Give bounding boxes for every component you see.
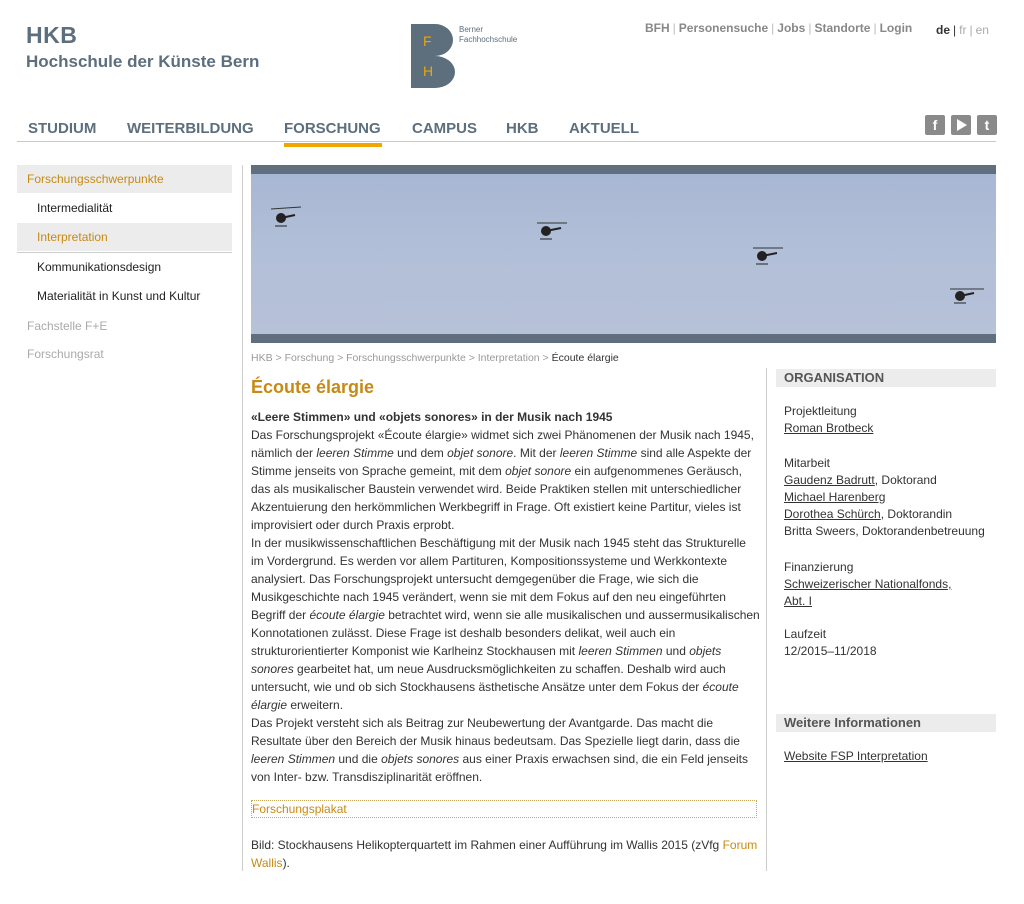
lang-fr[interactable]: fr xyxy=(959,23,967,37)
sidebar-item-forschungsrat[interactable]: Forschungsrat xyxy=(27,347,104,361)
breadcrumb-current: Écoute élargie xyxy=(551,352,619,364)
breadcrumb-forschung[interactable]: Forschung xyxy=(284,352,335,364)
team-member: Dorothea Schürch, Doktorandin xyxy=(784,507,953,521)
funding-link[interactable]: Schweizerischer Nationalfonds, xyxy=(784,577,952,591)
hero-top-band xyxy=(251,165,996,174)
funding-link-abt[interactable]: Abt. I xyxy=(784,594,813,608)
twitter-icon[interactable]: t xyxy=(977,115,997,135)
utility-link-bfh[interactable]: BFH xyxy=(645,21,670,35)
lang-de[interactable]: de xyxy=(936,23,951,37)
separator: | xyxy=(969,23,973,37)
logo-text xyxy=(459,25,517,45)
image-caption: Bild: Stockhausens Helikopterquartett im Rahmen einer Aufführung im Wallis 2015 (zVfg Forum Wallis). xyxy=(251,838,758,870)
nav-campus[interactable]: CAMPUS xyxy=(412,120,478,137)
nav-forschung[interactable]: FORSCHUNG xyxy=(284,120,381,137)
utility-link-login[interactable]: Login xyxy=(879,21,913,35)
brand-short[interactable]: HKB xyxy=(26,22,78,48)
breadcrumb-interpretation[interactable]: Interpretation xyxy=(477,352,540,364)
utility-link-jobs[interactable]: Jobs xyxy=(777,21,806,35)
sidebar-item-kommunikationsdesign[interactable]: Kommunikationsdesign xyxy=(37,260,162,274)
nav-weiterbildung[interactable]: WEITERBILDUNG xyxy=(127,120,254,137)
team-member-link[interactable]: Gaudenz Badrutt xyxy=(784,473,875,487)
forum-wallis-link[interactable]: Forum Wallis xyxy=(251,838,758,870)
sidebar-item-intermedialitaet[interactable]: Intermedialität xyxy=(37,201,113,215)
team-member: Gaudenz Badrutt, Doktorand xyxy=(784,473,937,487)
right-column-divider xyxy=(766,368,767,871)
helicopter-icon xyxy=(948,281,988,307)
more-info-heading: Weitere Informationen xyxy=(776,714,996,732)
breadcrumb-forschungsschwerpunkte[interactable]: Forschungsschwerpunkte xyxy=(346,352,466,364)
article-body xyxy=(251,408,761,786)
logo-text-line-1: Berner xyxy=(459,25,484,34)
team-member xyxy=(784,489,996,506)
funding-block xyxy=(784,559,996,610)
helicopter-icon xyxy=(749,244,789,270)
organisation-heading: ORGANISATION xyxy=(776,369,996,387)
more-info-block xyxy=(784,748,996,765)
sidebar-item-materialitaet[interactable]: Materialität in Kunst und Kultur xyxy=(37,289,201,303)
sidebar-item-fachstelle[interactable]: Fachstelle F+E xyxy=(27,319,108,333)
separator: | xyxy=(953,23,957,37)
website-fsp-link[interactable]: Website FSP Interpretation xyxy=(784,749,928,763)
team-member-link[interactable]: Michael Harenberg xyxy=(784,490,886,504)
helicopter-icon xyxy=(533,219,573,245)
sidebar-item-forschungsschwerpunkte[interactable]: Forschungsschwerpunkte xyxy=(17,165,232,193)
separator: | xyxy=(771,21,775,35)
duration-block xyxy=(784,626,996,660)
logo-letter-f: F xyxy=(423,33,432,49)
article-paragraph-1: Das Forschungsprojekt «Écoute élargie» widmet sich zwei Phänomenen der Musik nach 1945, nämlich der leeren Stimme und dem objet sonore. Mit der leeren Stimme sind alle Aspekte der Stimme jenseits von Sprache gemeint, mit dem objet sonore ein aufgenommenes Geräusch, das als musikalischer Baustein verwendet wird. Beide Praktiken stellen mit unterschiedlicher Akzentuierung den herkömmlichen Werkbegriff in Frage. Oft existiert keine Partitur, vieles ist improvisiert oder durch Praxis erprobt. xyxy=(251,428,754,532)
team-label: Mitarbeit xyxy=(784,456,831,470)
utility-link-standorte[interactable]: Standorte xyxy=(814,21,871,35)
hero-image xyxy=(251,165,996,343)
brand-name[interactable]: Hochschule der Künste Bern xyxy=(26,52,260,71)
funding-label: Finanzierung xyxy=(784,560,854,574)
breadcrumb-hkb[interactable]: HKB xyxy=(251,352,273,364)
article-lead: «Leere Stimmen» und «objets sonores» in der Musik nach 1945 xyxy=(251,410,613,424)
article-paragraph-2: In der musikwissenschaftlichen Beschäftigung mit der Musik nach 1945 steht das Strukturelle im Vordergrund. Es werden vor allem Partituren, Kompositionssysteme und Werkkontexte analysiert. Das Forschungsprojekt untersucht demgegenüber die Frage, wie sich die Musikgeschichte nach 1945 verändert, wenn sie mit dem Fokus auf den neu eingeführten Begriff der écoute élargie betrachtet wird, wenn sie alle musikalischen und aussermusikalischen Konnotationen zulässt. Diese Frage ist deshalb besonders delikat, weil auch ein strukturorientierter Komponist wie Karlheinz Stockhausen mit leeren Stimmen und objets sonores gearbeitet hat, um neue Ausdrucksmöglichkeiten zu schaffen. Deshalb wird auch untersucht, wie und ob sich Stockhausens ästhetische Ansätze unter dem Fokus der écoute élargie erweitern. xyxy=(251,536,760,712)
lang-en[interactable]: en xyxy=(975,23,989,37)
youtube-icon[interactable] xyxy=(951,115,971,135)
logo-text-line-2: Fachhochschule xyxy=(459,35,518,44)
bfh-logo[interactable] xyxy=(411,24,455,88)
helicopter-icon xyxy=(265,205,305,231)
nav-divider xyxy=(17,141,996,142)
project-lead-label: Projektleitung xyxy=(784,404,857,418)
utility-link-personensuche[interactable]: Personensuche xyxy=(678,21,769,35)
duration-value: 12/2015–11/2018 xyxy=(784,644,877,658)
logo-letter-h: H xyxy=(423,63,434,79)
hero-bottom-band xyxy=(251,334,996,343)
nav-active-indicator xyxy=(284,143,382,147)
team-member-link[interactable]: Dorothea Schürch xyxy=(784,507,881,521)
project-lead-link[interactable]: Roman Brotbeck xyxy=(784,421,874,435)
utility-nav xyxy=(645,21,912,35)
facebook-icon[interactable]: f xyxy=(925,115,945,135)
breadcrumb: HKB > Forschung > Forschungsschwerpunkte > Interpretation > Écoute élargie xyxy=(251,352,619,364)
nav-studium[interactable]: STUDIUM xyxy=(28,120,97,137)
team-block xyxy=(784,455,996,540)
nav-aktuell[interactable]: AKTUELL xyxy=(569,120,639,137)
team-member: Britta Sweers, Doktorandenbetreuung xyxy=(784,524,985,538)
project-lead-block xyxy=(784,403,996,437)
separator: | xyxy=(672,21,676,35)
article-paragraph-3: Das Projekt versteht sich als Beitrag zur Neubewertung der Avantgarde. Das macht die Resultate über den Bereich der Musik hinaus bedeutsam. Das Spezielle liegt darin, dass die leeren Stimmen und die objets sonores aus einer Praxis erwachsen sind, die ein Feld jenseits von Inter- bzw. Transdisziplinarität eröffnen. xyxy=(251,716,748,784)
nav-hkb[interactable]: HKB xyxy=(506,120,539,137)
separator: | xyxy=(808,21,812,35)
duration-label: Laufzeit xyxy=(784,627,827,641)
content-divider xyxy=(242,165,243,871)
page-title: Écoute élargie xyxy=(251,377,375,397)
separator: | xyxy=(873,21,877,35)
poster-link[interactable]: Forschungsplakat xyxy=(251,800,757,818)
sidebar-item-interpretation[interactable]: Interpretation xyxy=(17,223,232,251)
sidebar-divider xyxy=(17,252,232,253)
language-switcher xyxy=(936,23,989,37)
